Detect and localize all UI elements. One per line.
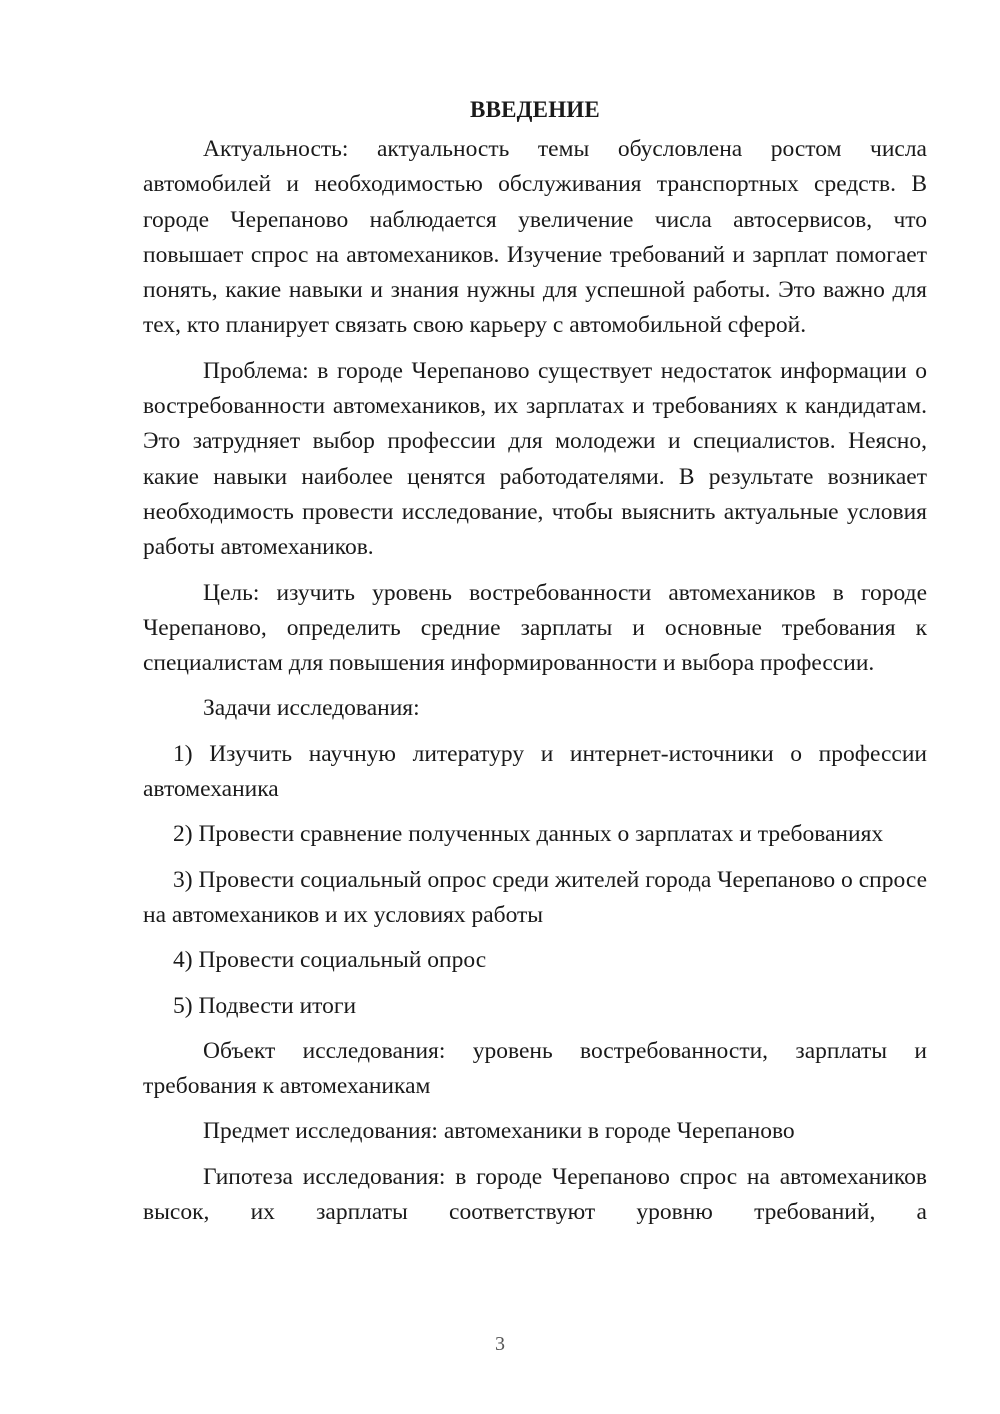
task-item-2: 2) Провести сравнение полученных данных о зарплатах и требованиях <box>173 821 884 848</box>
paragraph-object: Объект исследования: уровень востребованности, зарплаты и требования к автомеханикам <box>143 1037 927 1100</box>
task-item-4: 4) Провести социальный опрос <box>173 947 487 974</box>
paragraph-subject: Предмет исследования: автомеханики в городе Черепаново <box>203 1118 795 1145</box>
paragraph-hypothesis: Гипотеза исследования: в городе Черепаново спрос на автомехаников высок, их зарплаты соответствуют уровню требований, а <box>143 1163 927 1226</box>
document-page <box>143 92 927 1240</box>
paragraph-relevance: Актуальность: актуальность темы обусловлена ростом числа автомобилей и необходимостью обслуживания транспортных средств. В городе Черепаново наблюдается увеличение числа автосервисов, что повышает спрос на автомехаников. Изучение требований и зарплат помогает понять, какие навыки и знания нужны для успешной работы. Это важно для тех, кто планирует связать свою карьеру с автомобильной сферой. <box>143 136 927 339</box>
page-number: 3 <box>495 1333 505 1355</box>
paragraph-tasks-heading: Задачи исследования: <box>203 695 420 722</box>
task-item-5: 5) Подвести итоги <box>173 992 357 1019</box>
paragraph-problem: Проблема: в городе Черепаново существует недостаток информации о востребованности автомехаников, их зарплатах и требованиях к кандидатам. Это затрудняет выбор профессии для молодежи и специалистов. Неясно, какие навыки наиболее ценятся работодателями. В результате возникает необходимость провести исследование, чтобы выяснить актуальные условия работы автомехаников. <box>143 357 927 561</box>
section-title: ВВЕДЕНИЕ <box>470 97 600 122</box>
task-item-1: 1) Изучить научную литературу и интернет-источники о профессии автомеханика <box>143 740 927 803</box>
paragraph-goal: Цель: изучить уровень востребованности автомехаников в городе Черепаново, определить средние зарплаты и основные требования к специалистам для повышения информированности и выбора профессии. <box>143 579 927 677</box>
task-item-3: 3) Провести социальный опрос среди жителей города Черепаново о спросе на автомехаников и их условиях работы <box>143 866 927 928</box>
